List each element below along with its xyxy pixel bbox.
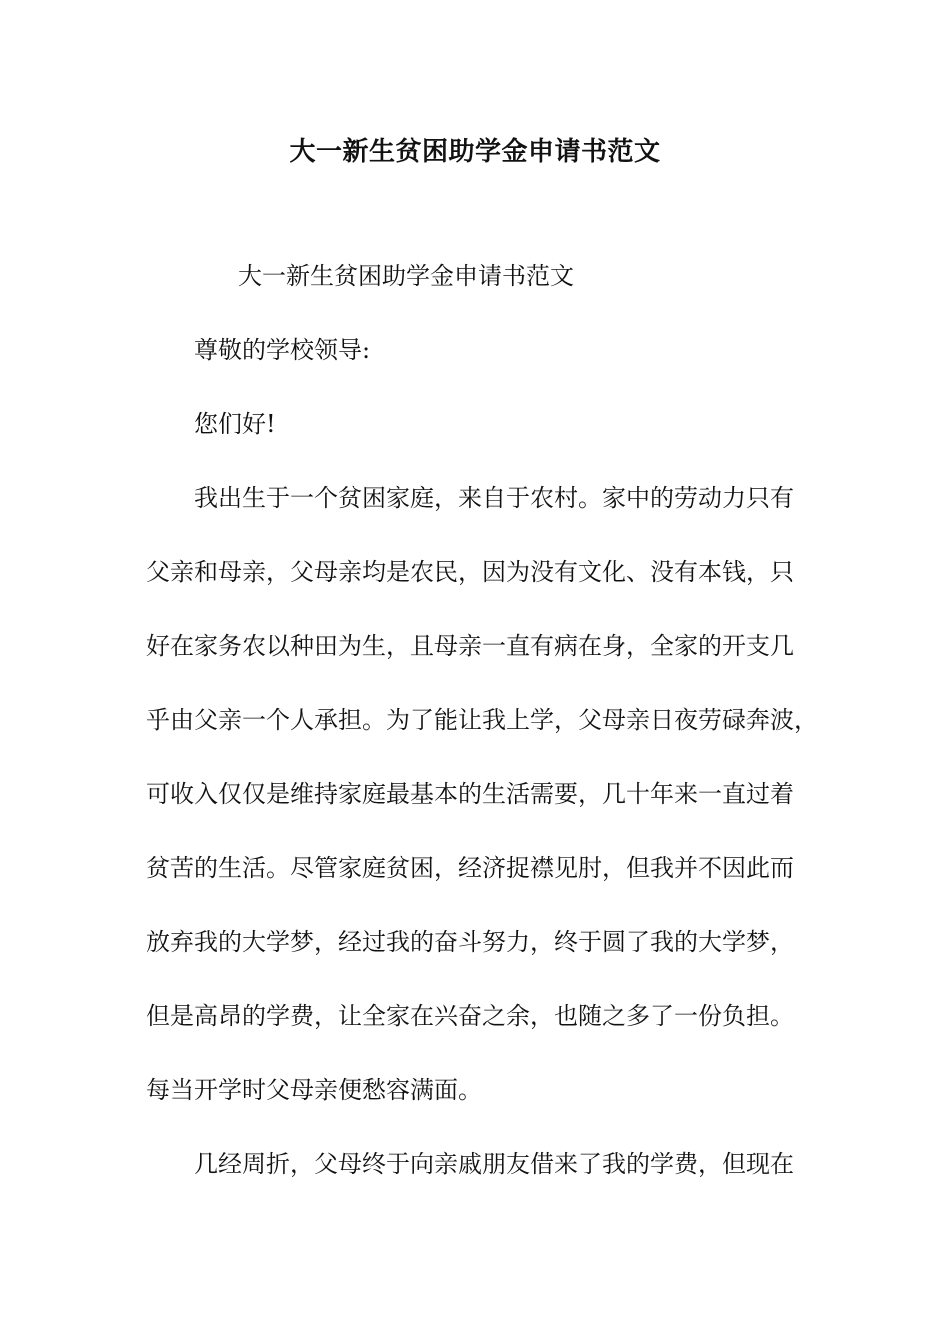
paragraph-line: 几经周折，父母终于向亲戚朋友借来了我的学费，但现在 — [194, 1150, 794, 1178]
paragraph-line: 可收入仅仅是维持家庭最基本的生活需要，几十年来一直过着 — [146, 780, 794, 808]
paragraph-line: 贫苦的生活。尽管家庭贫困，经济捉襟见肘，但我并不因此而 — [146, 854, 794, 882]
salutation: 尊敬的学校领导: — [194, 336, 371, 364]
paragraph-line: 我出生于一个贫困家庭，来自于农村。家中的劳动力只有 — [194, 484, 794, 512]
paragraph-line: 放弃我的大学梦，经过我的奋斗努力，终于圆了我的大学梦， — [146, 928, 794, 956]
document-subtitle: 大一新生贫困助学金申请书范文 — [238, 262, 574, 290]
paragraph-line: 乎由父亲一个人承担。为了能让我上学，父母亲日夜劳碌奔波， — [146, 706, 818, 734]
paragraph-line: 好在家务农以种田为生，且母亲一直有病在身，全家的开支几 — [146, 632, 794, 660]
paragraph-line: 父亲和母亲，父母亲均是农民，因为没有文化、没有本钱，只 — [146, 558, 794, 586]
paragraph-line: 每当开学时父母亲便愁容满面。 — [146, 1076, 482, 1104]
document-title: 大一新生贫困助学金申请书范文 — [289, 137, 661, 167]
paragraph-line: 但是高昂的学费，让全家在兴奋之余，也随之多了一份负担。 — [146, 1002, 794, 1030]
greeting: 您们好! — [194, 410, 276, 438]
document-body — [146, 256, 836, 1218]
